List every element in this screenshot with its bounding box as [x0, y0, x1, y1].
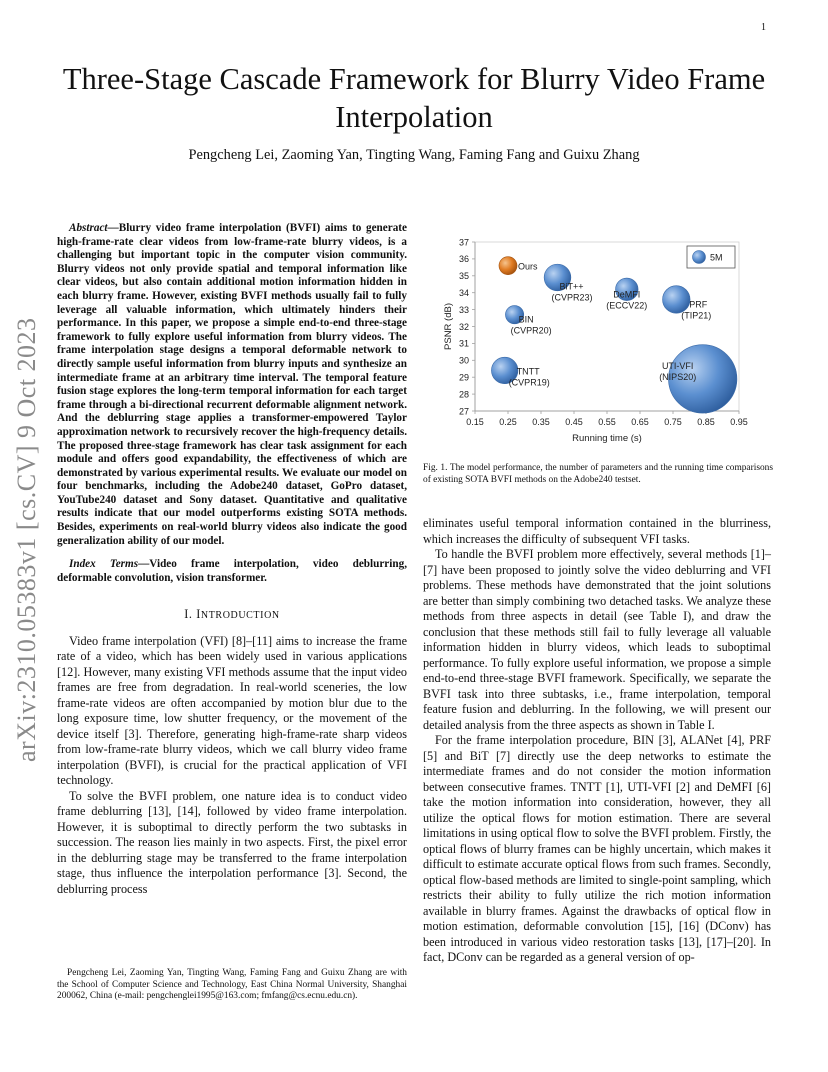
body-paragraph: Video frame interpolation (VFI) [8]–[11] aims to increase the frame rate of a video, which has been widely used in various applications [12]. However, many existing VFI methods assume that the input video frames are free from degradation. In real-world sceneries, the low frame-rate videos are often accompanied by motion blur due to the long exposure time, low shutter frequency, or the movement of the device itself [3]. Therefore, generating high-frame-rate sharp videos from low-frame-rate blurry videos, which we call blurry video frame interpolation (BVFI), is crucial for the practical application of VFI technology. [57, 633, 407, 788]
body-paragraph: For the frame interpolation procedure, BIN [3], ALANet [4], PRF [5] and BiT [7] directly use the deep networks to estimate the intermediate frames and do not consider the motion information between consecutive frames. TNTT [1], UTI-VFI [2] and DeMFI [6] take the motion information into consideration, however, they all utilize the optical flows for motion estimation. There are several limitations in using optical flow to solve the BVFI problem. Firstly, the optical flows of blurry frames can be highly uncertain, which makes it difficult to estimate accurate optical flows from such frames. Secondly, optical flow-based methods are limited to single-point sampling, which restricts their ability to fully utilize the rich motion information available in blurry frames. Against the drawbacks of optical flow in motion estimation, deformable convolution [15], [16] (DConv) has been introduced in various video restoration tasks [13], [17]–[20]. In fact, DConv can be regarded as a general version of op- [423, 733, 771, 964]
legend-label: 5M [710, 252, 723, 263]
label-tntt: TNTT [516, 366, 540, 377]
venue-tntt: (CVPR19) [508, 377, 550, 388]
abstract-text: —Blurry video frame interpolation (BVFI) aims to generate high-frame-rate clear videos from low-frame-rate blurry videos, is a challenging but important topic in the computer vision community. Blurry videos not only provide spatial and temporal information like clear videos, but also contain additional motion information hidden in each blurry frame. However, existing BVFI methods usually fail to fully leverage all valuable information, which ultimately hinders their performance. In this paper, we propose a simple end-to-end three-stage framework to fully explore useful information from blurry videos. The frame interpolation stage designs a temporal deformable network to directly sample useful information from blurry inputs and synthesize an intermediate frame at an arbitrary time interval. The temporal feature fusion stage explores the long-term temporal information for each target frame through a bi-directional recurrent deformable alignment network. And the deblurring stage applies a transformer-empowered Taylor approximation network to recursively recover the high-frequency details. The proposed three-stage framework has clear task assignment for each module and offers good expandability, the effectiveness of which are demonstrated by various experimental results. We evaluate our model on four benchmarks, including the Adobe240 dataset, GoPro dataset, YouTube240 dataset and Sony dataset. Quantitative and qualitative results indicate that our model outperforms existing SOTA methods. Besides, experiments on real-world blurry videos also indicate the good generalization ability of our model. [57, 222, 407, 547]
index-terms-text: —Video frame interpolation, video deblurring, deformable convolution, vision transformer. [57, 558, 407, 584]
venue-bin: (CVPR20) [510, 325, 552, 336]
left-column [57, 222, 407, 897]
label-ours: Ours [518, 261, 538, 272]
y-axis-label: PSNR (dB) [443, 303, 454, 350]
author-list: Pengcheng Lei, Zaoming Yan, Tingting Wang, Faming Fang and Guixu Zhang [188, 147, 640, 163]
abstract [57, 222, 407, 548]
body-paragraph: eliminates useful temporal information contained in the blurriness, which increases the difficulty of subsequent VFI tasks. [423, 516, 771, 546]
x-tick-label: 0.85 [697, 417, 715, 427]
paper-title: Three-Stage Cascade Framework for Blurry Video Frame Interpolation [62, 62, 766, 134]
y-tick-label: 35 [458, 271, 469, 282]
venue-uti-vfi: (NIPS20) [659, 371, 697, 382]
y-tick-label: 28 [458, 389, 469, 400]
x-tick-label: 0.95 [730, 417, 748, 427]
label-bit-: BiT++ [559, 281, 584, 292]
x-tick-label: 0.15 [466, 417, 484, 427]
figure-caption: Fig. 1. The model performance, the number of parameters and the running time comparisons of existing SOTA BVFI methods on the Adobe240 testset. [423, 463, 773, 485]
footnote: Pengcheng Lei, Zaoming Yan, Tingting Wang, Faming Fang and Guixu Zhang are with the School of Computer Science and Technology, East China Normal University, Shanghai 200062, China (e-mail: pengchenglei1995@163.com; fmfang@cs.ecnu.edu.cn). [57, 968, 407, 1001]
right-column [423, 516, 771, 966]
y-tick-label: 31 [458, 338, 469, 349]
y-tick-label: 32 [458, 321, 469, 332]
label-bin: BIN [518, 314, 534, 325]
section-heading: I. INTRODUCTION [184, 607, 280, 622]
x-tick-label: 0.75 [664, 417, 682, 427]
y-tick-label: 27 [458, 406, 469, 417]
performance-chart [423, 226, 773, 450]
y-tick-label: 36 [458, 254, 469, 265]
body-paragraph: To solve the BVFI problem, one nature idea is to conduct video frame deblurring [13], [14], followed by video frame interpolation. However, it is suboptimal to directly perform the two subtasks in succession. The reason lies mainly in two aspects. First, the pixel error in the deblurring stage may be transferred to the frame interpolation stage, thus influence the interpolation performance [3]. Second, the deblurring process [57, 788, 407, 896]
x-tick-label: 0.55 [598, 417, 616, 427]
arxiv-stamp-text: arXiv:2310.05383v1 [cs.CV] 9 Oct 2023 [12, 317, 41, 762]
abstract-label: Abstract [69, 222, 108, 234]
x-tick-label: 0.35 [532, 417, 550, 427]
body-paragraph: To handle the BVFI problem more effectively, several methods [1]–[7] have been proposed to jointly solve the video deblurring and VFI problems. These methods have demonstrated that the joint solutions are better than simply combining two detached tasks. We analyze these methods from three aspects in detail (see Table I), and draw the conclusion that these methods still fail to fully leverage all valuable information hidden in blurry videos, which leads to suboptimal performance. To fully explore useful information, we propose a simple end-to-end three-stage BVFI framework. Specifically, we separate the BVFI task into three subtasks, i.e., frame interpolation, temporal feature fusion and deblurring. In the following, we will present our detailed analysis from the three aspects as shown in Table I. [423, 547, 771, 732]
y-tick-label: 37 [458, 237, 469, 248]
y-tick-label: 30 [458, 355, 469, 366]
x-tick-label: 0.25 [499, 417, 517, 427]
venue-bit-: (CVPR23) [551, 292, 593, 303]
venue-demfi: (ECCV22) [606, 300, 648, 311]
legend-bubble [693, 251, 706, 264]
label-prf: PRF [689, 299, 708, 310]
x-tick-label: 0.45 [565, 417, 583, 427]
bubble-prf [663, 286, 691, 314]
y-tick-label: 29 [458, 372, 469, 383]
x-tick-label: 0.65 [631, 417, 649, 427]
venue-prf: (TIP21) [681, 310, 712, 321]
page-number: 1 [761, 22, 766, 33]
label-uti-vfi: UTI-VFI [661, 360, 694, 371]
x-axis-label: Running time (s) [572, 433, 642, 444]
bubble-ours [499, 257, 517, 275]
y-tick-label: 33 [458, 304, 469, 315]
index-terms [57, 558, 407, 585]
label-demfi: DeMFI [613, 289, 641, 300]
y-tick-label: 34 [458, 288, 469, 298]
index-terms-label: Index Terms [69, 558, 139, 571]
